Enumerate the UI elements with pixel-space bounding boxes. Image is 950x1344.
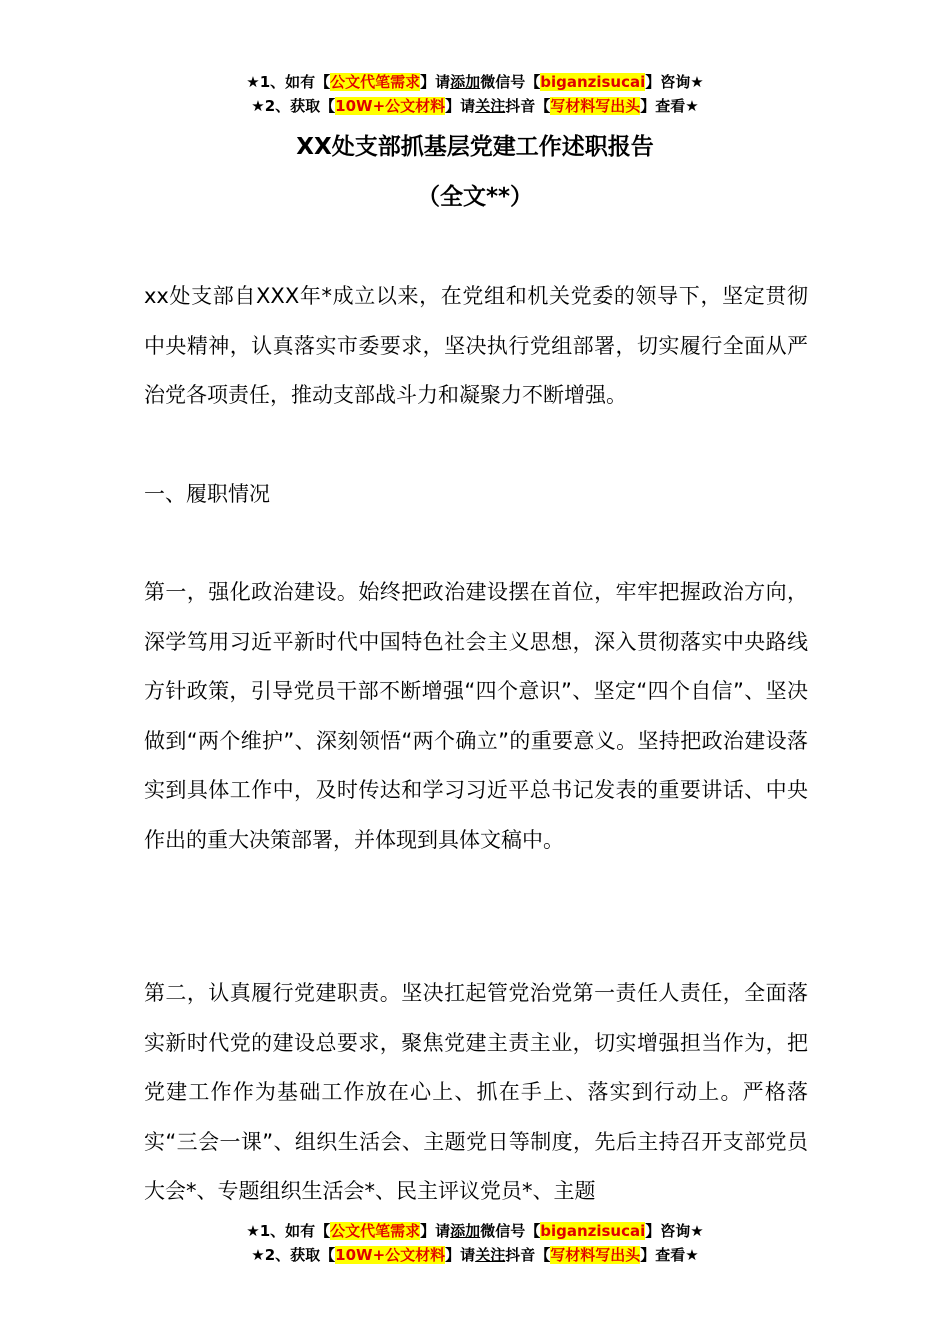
paragraph-text: 第二，认真履行党建职责。坚决扛起管党治党第一责任人责任，全面落实新时代党的建设总要求，聚焦党建主责主业，切实增强担当作为，把党建工作作为基础工作放在心上、抓在手上、落实到行动上。严格落实“三会一课”、组织生活会、主题党日等制度，先后主持召开支部党员大会*、专题组织生活会*、民主评议党员*、主题 xyxy=(144,981,808,1203)
star-icon: ★ xyxy=(685,1246,699,1264)
underlined-word: 添加 xyxy=(450,73,481,91)
star-icon: ★ xyxy=(690,73,704,91)
banner-text: 微信号【 xyxy=(480,1222,541,1240)
banner-text: 1、如有【 xyxy=(259,73,331,91)
banner-text: 】请 xyxy=(445,1246,476,1264)
highlight-service: 公文代笔需求 xyxy=(330,1222,421,1240)
paragraph-party-duties xyxy=(144,969,808,1217)
banner-text: 】咨询 xyxy=(645,1222,691,1240)
banner-text: 】咨询 xyxy=(645,73,691,91)
document-title: XX处支部抓基层党建工作述职报告 xyxy=(296,134,654,160)
banner-text: 】查看 xyxy=(640,97,686,115)
paragraph-text: xx处支部自XXX年*成立以来，在党组和机关党委的领导下，坚定贯彻中央精神，认真落实市委要求，坚决执行党组部署，切实履行全面从严治党各项责任，推动支部战斗力和凝聚力不断增强。 xyxy=(144,284,808,407)
highlight-douyin-id: 写材料写出头 xyxy=(550,97,641,115)
banner-text: 】请 xyxy=(420,73,451,91)
star-icon: ★ xyxy=(251,97,265,115)
banner-text: 】请 xyxy=(420,1222,451,1240)
banner-text: 抖音【 xyxy=(505,1246,551,1264)
highlight-materials: 10W+公文材料 xyxy=(335,97,446,115)
banner-text: 】请 xyxy=(445,97,476,115)
document-subtitle: （全文**） xyxy=(416,184,534,210)
banner-text: 微信号【 xyxy=(480,73,541,91)
star-icon: ★ xyxy=(246,73,260,91)
star-icon: ★ xyxy=(690,1222,704,1240)
banner-text: 2、获取【 xyxy=(264,97,336,115)
highlight-wechat-id: biganzisucai xyxy=(540,1222,646,1240)
footer-banner xyxy=(0,1219,950,1267)
header-banner xyxy=(0,70,950,118)
paragraph-intro xyxy=(144,272,808,421)
highlight-materials: 10W+公文材料 xyxy=(335,1246,446,1264)
highlight-service: 公文代笔需求 xyxy=(330,73,421,91)
section-heading-text: 一、履职情况 xyxy=(144,482,270,506)
banner-line-1 xyxy=(0,1219,950,1243)
section-heading xyxy=(144,470,808,520)
paragraph-text: 第一，强化政治建设。始终把政治建设摆在首位，牢牢把握政治方向，深学笃用习近平新时代中国特色社会主义思想，深入贯彻落实中央路线方针政策，引导党员干部不断增强“四个意识”、坚定“四个自信”、坚决做到“两个维护”、深刻领悟“两个确立”的重要意义。坚持把政治建设落实到具体工作中，及时传达和学习习近平总书记发表的重要讲话、中央作出的重大决策部署，并体现到具体文稿中。 xyxy=(144,580,808,852)
banner-line-2 xyxy=(0,94,950,118)
banner-text: 】查看 xyxy=(640,1246,686,1264)
underlined-word: 关注 xyxy=(475,1246,506,1264)
star-icon: ★ xyxy=(685,97,699,115)
underlined-word: 关注 xyxy=(475,97,506,115)
star-icon: ★ xyxy=(251,1246,265,1264)
paragraph-political-building xyxy=(144,568,808,865)
banner-text: 1、如有【 xyxy=(259,1222,331,1240)
banner-text: 抖音【 xyxy=(505,97,551,115)
underlined-word: 添加 xyxy=(450,1222,481,1240)
banner-line-2 xyxy=(0,1243,950,1267)
banner-line-1 xyxy=(0,70,950,94)
banner-text: 2、获取【 xyxy=(264,1246,336,1264)
highlight-wechat-id: biganzisucai xyxy=(540,73,646,91)
star-icon: ★ xyxy=(246,1222,260,1240)
highlight-douyin-id: 写材料写出头 xyxy=(550,1246,641,1264)
